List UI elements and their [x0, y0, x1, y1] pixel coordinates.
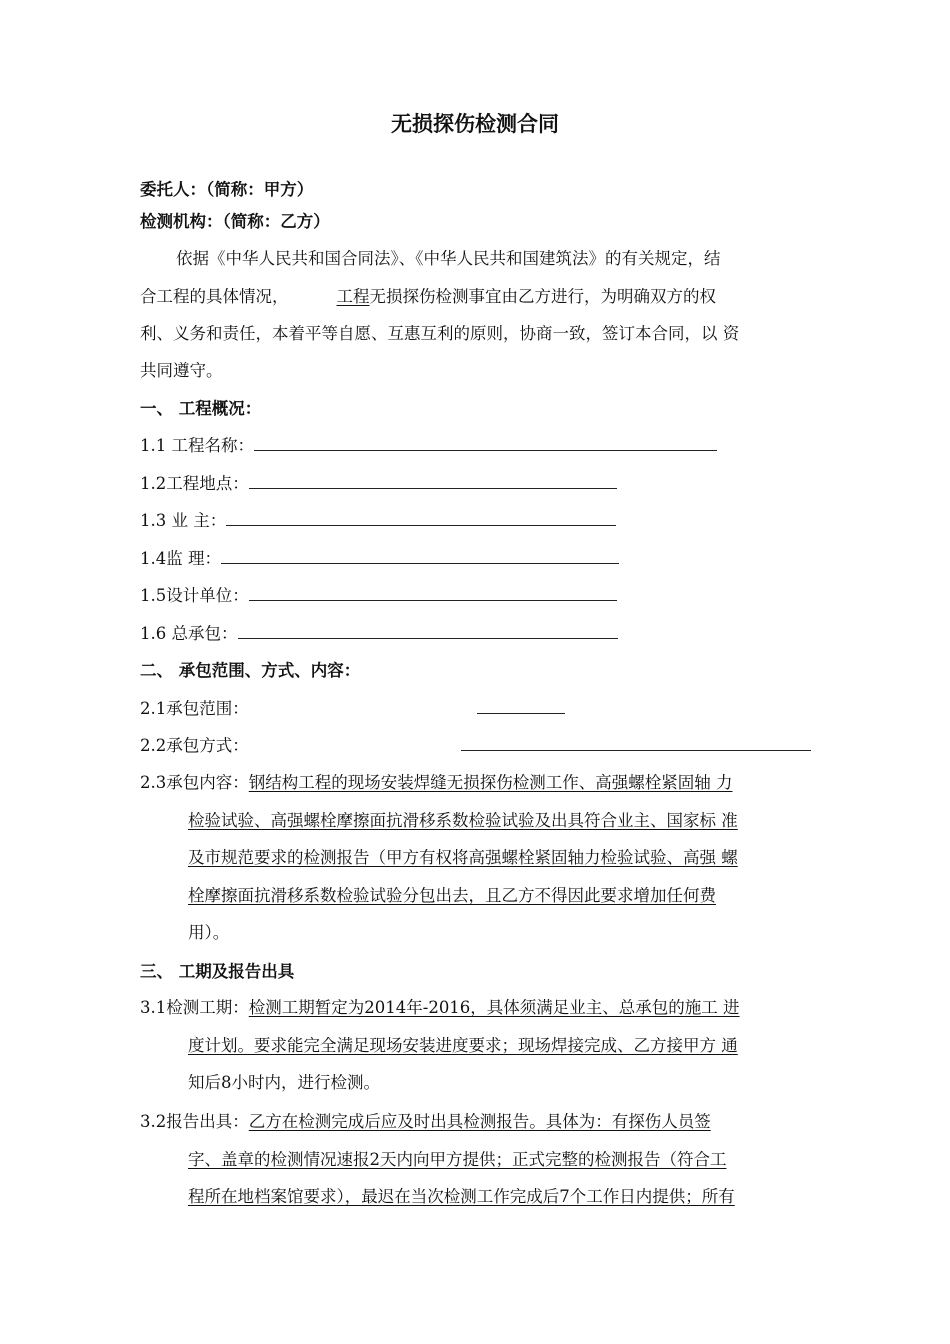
report-line-1: 乙方在检测完成后应及时出具检测报告。具体为：有探伤人员签	[248, 1112, 711, 1131]
schedule-clause	[140, 989, 838, 1102]
owner-label: 1.3 业 主：	[140, 511, 227, 530]
schedule-line-1: 检测工期暂定为2014年-2016，具体须满足业主、总承包的施工 进	[248, 998, 740, 1017]
project-site-label: 1.2工程地点：	[140, 474, 249, 493]
content-label: 2.3承包内容：	[140, 773, 249, 792]
report-line-3: 程所在地档案馆要求），最迟在当次检测工作完成后7个工作日内提供；所有	[188, 1187, 735, 1206]
agency-line: 检测机构：（简称：乙方）	[140, 212, 330, 231]
schedule-line-2: 度计划。要求能完全满足现场安装进度要求；现场焊接完成、乙方接甲方 通	[188, 1035, 738, 1055]
general-contractor-label: 1.6 总承包：	[140, 624, 238, 643]
design-unit-row	[140, 582, 617, 606]
project-name-underlined: 工程	[336, 287, 370, 306]
content-line-2: 检验试验、高强螺栓摩擦面抗滑移系数检验试验及出具符合业主、国家标 准	[188, 810, 738, 830]
supervisor-blank[interactable]	[221, 547, 619, 564]
project-name-row	[140, 432, 717, 456]
section-3-title: 三、 工期及报告出具	[140, 962, 295, 981]
intro-line-3: 利、义务和责任，本着平等自愿、互惠互利的原则，协商一致，签订本合同，以 资	[140, 324, 740, 343]
content-line-5: 用）。	[188, 923, 230, 942]
report-line-2: 字、盖章的检测情况速报2天内向甲方提供；正式完整的检测报告（符合工	[188, 1149, 727, 1169]
report-label: 3.2报告出具：	[140, 1112, 249, 1131]
intro-line-2	[140, 283, 716, 307]
section-2-title: 二、 承包范围、方式、内容：	[140, 661, 361, 680]
content-clause	[140, 764, 838, 952]
supervisor-row	[140, 545, 619, 569]
project-name-label: 1.1 工程名称：	[140, 436, 254, 455]
section-1-title: 一、 工程概况：	[140, 399, 262, 418]
method-row	[140, 732, 811, 756]
owner-blank[interactable]	[226, 509, 616, 526]
project-site-blank[interactable]	[249, 472, 617, 489]
document-title: 无损探伤检测合同	[391, 112, 559, 136]
method-label: 2.2承包方式：	[140, 736, 249, 755]
intro-line-4: 共同遵守。	[140, 361, 223, 380]
schedule-line-3: 知后8小时内，进行检测。	[188, 1073, 380, 1092]
project-site-row	[140, 470, 617, 494]
design-unit-label: 1.5设计单位：	[140, 586, 249, 605]
scope-row	[140, 695, 565, 719]
general-contractor-row	[140, 620, 618, 644]
scope-blank[interactable]	[477, 697, 565, 714]
project-name-blank[interactable]	[254, 434, 717, 451]
general-contractor-blank[interactable]	[238, 622, 618, 639]
intro-line-1: 依据《中华人民共和国合同法》、《中华人民共和国建筑法》的有关规定，结	[176, 249, 721, 268]
report-clause	[140, 1103, 838, 1216]
owner-row	[140, 507, 616, 531]
content-line-4: 栓摩擦面抗滑移系数检验试验分包出去，且乙方不得因此要求增加任何费	[188, 885, 716, 905]
intro-line-2c: 无损探伤检测事宜由乙方进行，为明确双方的权	[369, 287, 716, 306]
intro-line-2a: 合工程的具体情况，	[140, 287, 289, 306]
design-unit-blank[interactable]	[249, 584, 617, 601]
method-blank[interactable]	[461, 734, 811, 751]
supervisor-label: 1.4监 理：	[140, 549, 221, 568]
scope-label: 2.1承包范围：	[140, 699, 249, 718]
schedule-label: 3.1检测工期：	[140, 998, 249, 1017]
content-line-1: 钢结构工程的现场安装焊缝无损探伤检测工作、高强螺栓紧固轴 力	[248, 773, 733, 792]
content-line-3: 及市规范要求的检测报告（甲方有权将高强螺栓紧固轴力检验试验、高强 螺	[188, 848, 738, 867]
client-line: 委托人：（简称：甲方）	[140, 180, 314, 199]
